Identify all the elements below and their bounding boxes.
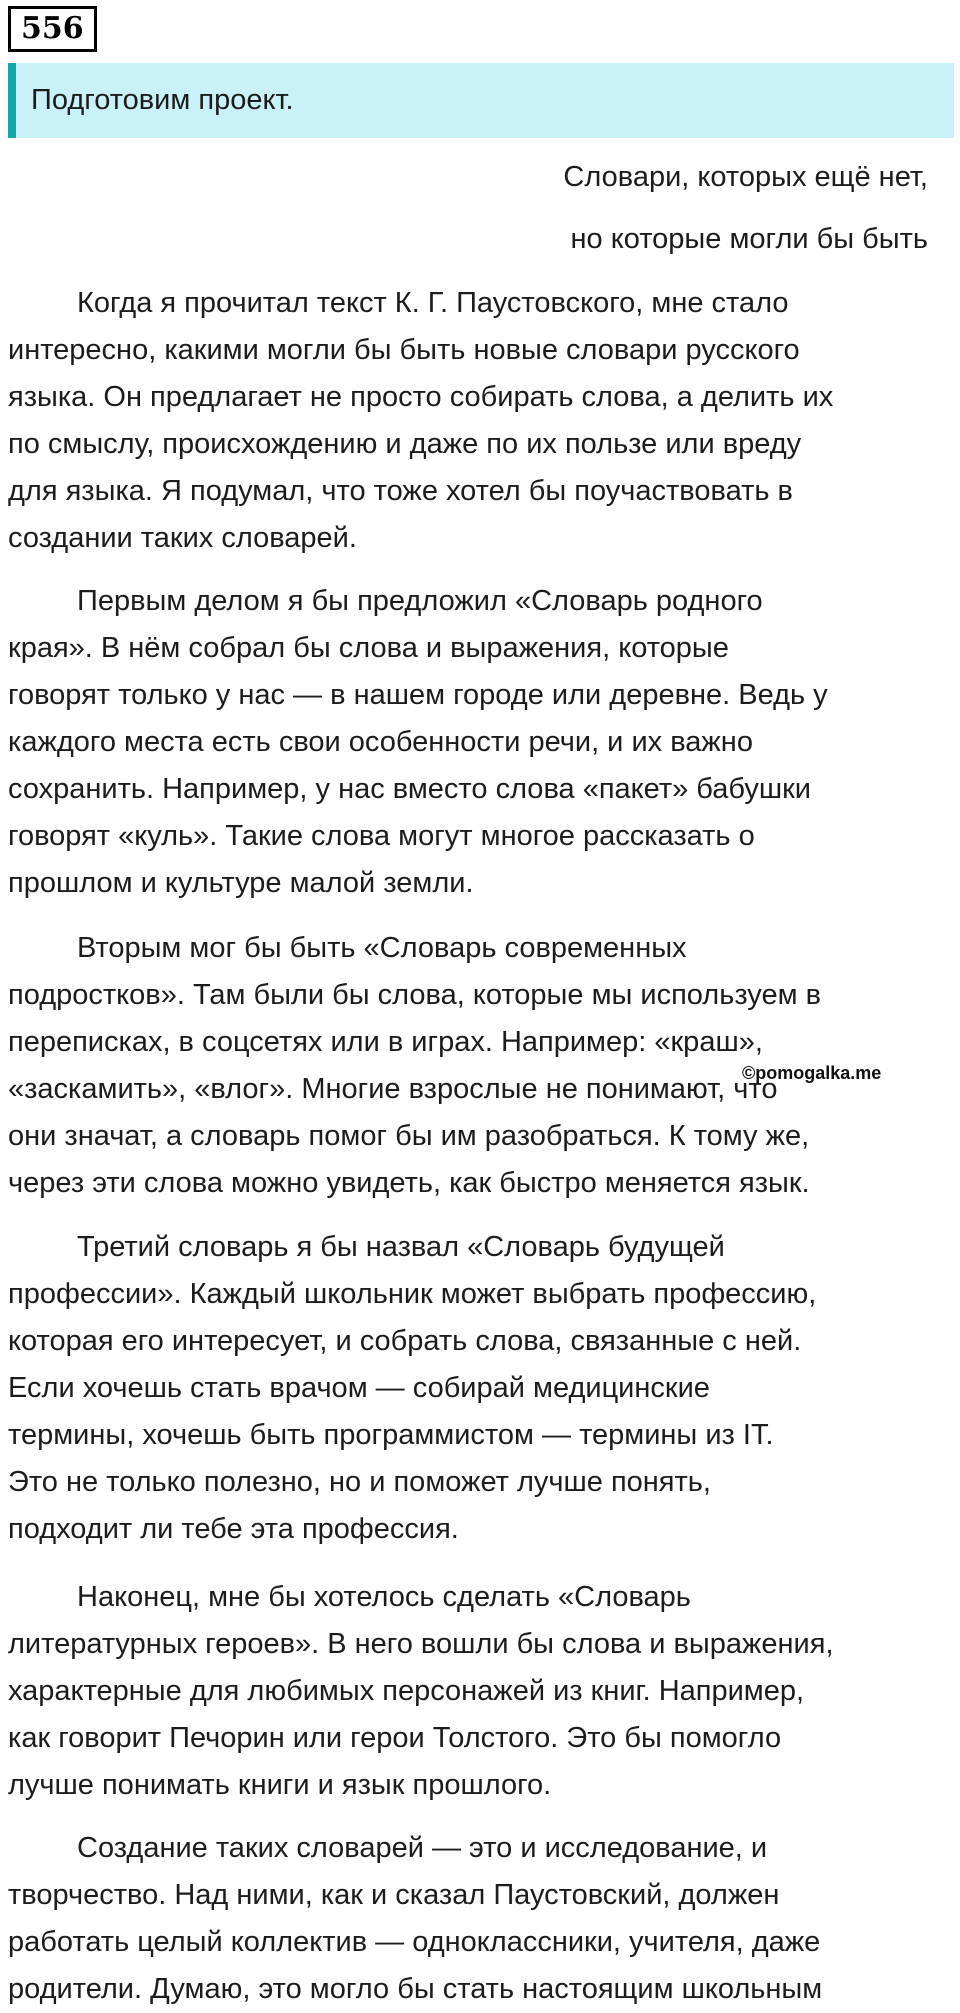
text-line: «заскамить», «влог». Многие взрослые не понимают, что [8, 1073, 778, 1105]
text-line: Наконец, мне бы хотелось сделать «Словарь [77, 1581, 691, 1613]
text-line: через эти слова можно увидеть, как быстро меняется язык. [8, 1167, 810, 1199]
text-line: они значат, а словарь помог бы им разобраться. К тому же, [8, 1120, 810, 1152]
text-line: подростков». Там были бы слова, которые мы используем в [8, 979, 822, 1011]
text-line: создании таких словарей. [8, 522, 357, 554]
text-line: по смыслу, происхождению и даже по их пользе или вреду [8, 428, 802, 460]
paragraph-4 [8, 1224, 956, 1553]
paragraph-6 [8, 1825, 956, 2013]
text-line: характерные для любимых персонажей из книг. Например, [8, 1675, 805, 1707]
text-line: каждого места есть свои особенности речи, и их важно [8, 726, 753, 758]
epigraph-line-2: но которые могли бы быть [570, 223, 928, 255]
text-line: сохранить. Например, у нас вместо слова «пакет» бабушки [8, 773, 812, 805]
text-line: Вторым мог бы быть «Словарь современных [77, 932, 687, 964]
text-line: переписках, в соцсетях или в играх. Например: «краш», [8, 1026, 763, 1058]
text-line: говорят только у нас — в нашем городе или деревне. Ведь у [8, 679, 828, 711]
section-header [8, 63, 954, 138]
text-line: Создание таких словарей — это и исследование, и [77, 1832, 768, 1864]
text-line: как говорит Печорин или герои Толстого. Это бы помогло [8, 1722, 782, 1754]
task-number-box: 556 [8, 6, 97, 52]
paragraph-2 [8, 578, 956, 907]
text-line: Если хочешь стать врачом — собирай медицинские [8, 1372, 710, 1404]
text-line: литературных героев». В него вошли бы слова и выражения, [8, 1628, 834, 1660]
text-line: термины, хочешь быть программистом — термины из IT. [8, 1419, 774, 1451]
text-line: профессии». Каждый школьник может выбрать профессию, [8, 1278, 817, 1310]
paragraph-5 [8, 1574, 956, 1809]
text-line: говорят «куль». Такие слова могут многое рассказать о [8, 820, 755, 852]
text-line: работать целый коллектив — одноклассники, учителя, даже [8, 1926, 821, 1958]
text-line: прошлом и культуре малой земли. [8, 867, 474, 899]
text-line: языка. Он предлагает не просто собирать слова, а делить их [8, 381, 834, 413]
watermark: ©pomogalka.me [742, 1063, 882, 1083]
text-line: Третий словарь я бы назвал «Словарь будущей [77, 1231, 725, 1263]
text-line: Когда я прочитал текст К. Г. Паустовского, мне стало [77, 287, 789, 319]
text-line: Первым делом я бы предложил «Словарь родного [77, 585, 763, 617]
text-line: подходит ли тебе эта профессия. [8, 1513, 459, 1545]
text-line: края». В нём собрал бы слова и выражения, которые [8, 632, 729, 664]
epigraph-line-1: Словари, которых ещё нет, [563, 161, 928, 193]
paragraph-1 [8, 280, 956, 562]
text-line: для языка. Я подумал, что тоже хотел бы поучаствовать в [8, 475, 793, 507]
section-title: Подготовим проект. [31, 84, 294, 116]
text-line: лучше понимать книги и язык прошлого. [8, 1769, 552, 1801]
text-line: которая его интересует, и собрать слова, связанные с ней. [8, 1325, 802, 1357]
text-line: родители. Думаю, это могло бы стать настоящим школьным [8, 1973, 823, 2005]
text-line: Это не только полезно, но и поможет лучше понять, [8, 1466, 711, 1498]
text-line: интересно, какими могли бы быть новые словари русского [8, 334, 800, 366]
text-line: творчество. Над ними, как и сказал Паустовский, должен [8, 1879, 780, 1911]
